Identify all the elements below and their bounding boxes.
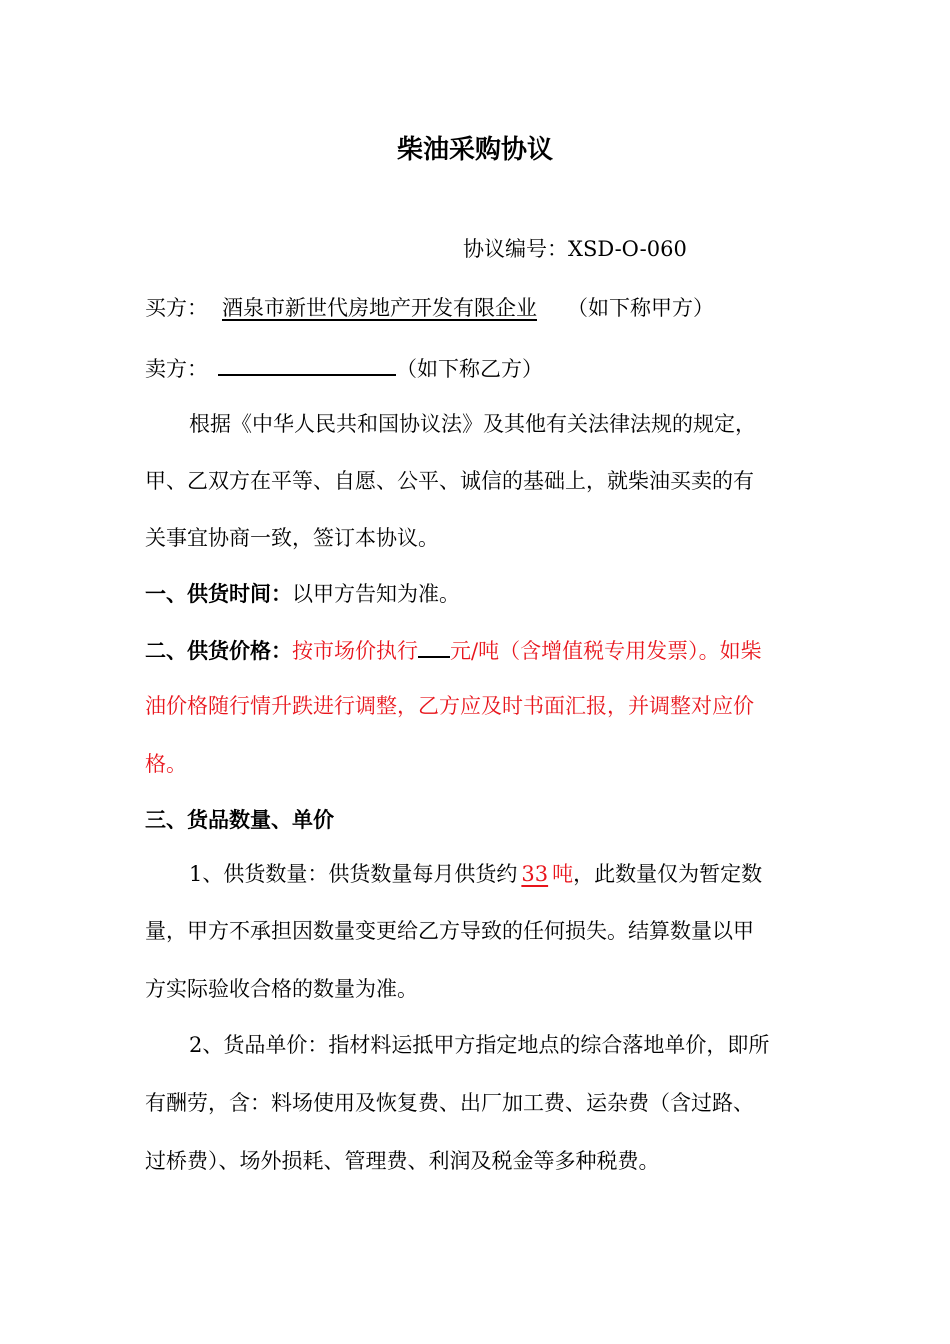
section1-heading: 一、供货时间： <box>145 582 292 606</box>
item1-quantity: 33 <box>521 862 549 886</box>
item1-unit: 吨 <box>552 862 574 886</box>
item1-text-b: ，此数量仅为暂定数 <box>573 862 763 886</box>
section-supply-price-line-2: 油价格随行情升跌进行调整，乙方应及时书面汇报，并调整对应价 <box>145 694 754 718</box>
item1-line-3: 方实际验收合格的数量为准。 <box>145 977 418 1001</box>
section3-heading: 三、货品数量、单价 <box>145 808 334 832</box>
buyer-line <box>145 294 810 322</box>
agreement-number-value: XSD-O-060 <box>568 237 687 261</box>
section2-heading: 二、供货价格： <box>145 639 292 663</box>
item2-line-2: 有酬劳，含：料场使用及恢复费、出厂加工费、运杂费（含过路、 <box>145 1091 754 1115</box>
seller-name-blank <box>218 352 396 376</box>
item2-line-1: 2、货品单价：指材料运抵甲方指定地点的综合落地单价，即所 <box>189 1033 770 1057</box>
agreement-number <box>463 235 763 263</box>
item1-line-1 <box>145 860 854 888</box>
buyer-alias: （如下称甲方） <box>567 296 714 320</box>
section1-text: 以甲方告知为准。 <box>292 582 460 606</box>
buyer-name: 酒泉市新世代房地产开发有限企业 <box>222 296 537 320</box>
section-supply-price-line-1 <box>145 634 810 665</box>
price-blank <box>418 634 450 658</box>
section-supply-time <box>145 580 810 608</box>
seller-alias: （如下称乙方） <box>396 357 543 381</box>
section2-text-a: 按市场价执行 <box>292 639 418 663</box>
buyer-label: 买方： <box>145 296 208 320</box>
agreement-number-label: 协议编号： <box>463 237 568 261</box>
intro-line-3: 关事宜协商一致，签订本协议。 <box>145 526 439 550</box>
intro-line-2: 甲、乙双方在平等、自愿、公平、诚信的基础上，就柴油买卖的有 <box>145 469 754 493</box>
seller-label: 卖方： <box>145 357 208 381</box>
section2-text-b: 元/吨（含增值税专用发票）。如柴 <box>450 639 762 663</box>
section-supply-price-line-3: 格。 <box>145 752 187 776</box>
seller-line <box>145 352 810 383</box>
item1-line-2: 量，甲方不承担因数量变更给乙方导致的任何损失。结算数量以甲 <box>145 919 754 943</box>
intro-line-1: 根据《中华人民共和国协议法》及其他有关法律法规的规定， <box>189 412 756 436</box>
item2-line-3: 过桥费）、场外损耗、管理费、利润及税金等多种税费。 <box>145 1149 660 1173</box>
item1-text-a: 1、供货数量：供货数量每月供货约 <box>189 862 518 886</box>
document-title: 柴油采购协议 <box>396 135 553 165</box>
